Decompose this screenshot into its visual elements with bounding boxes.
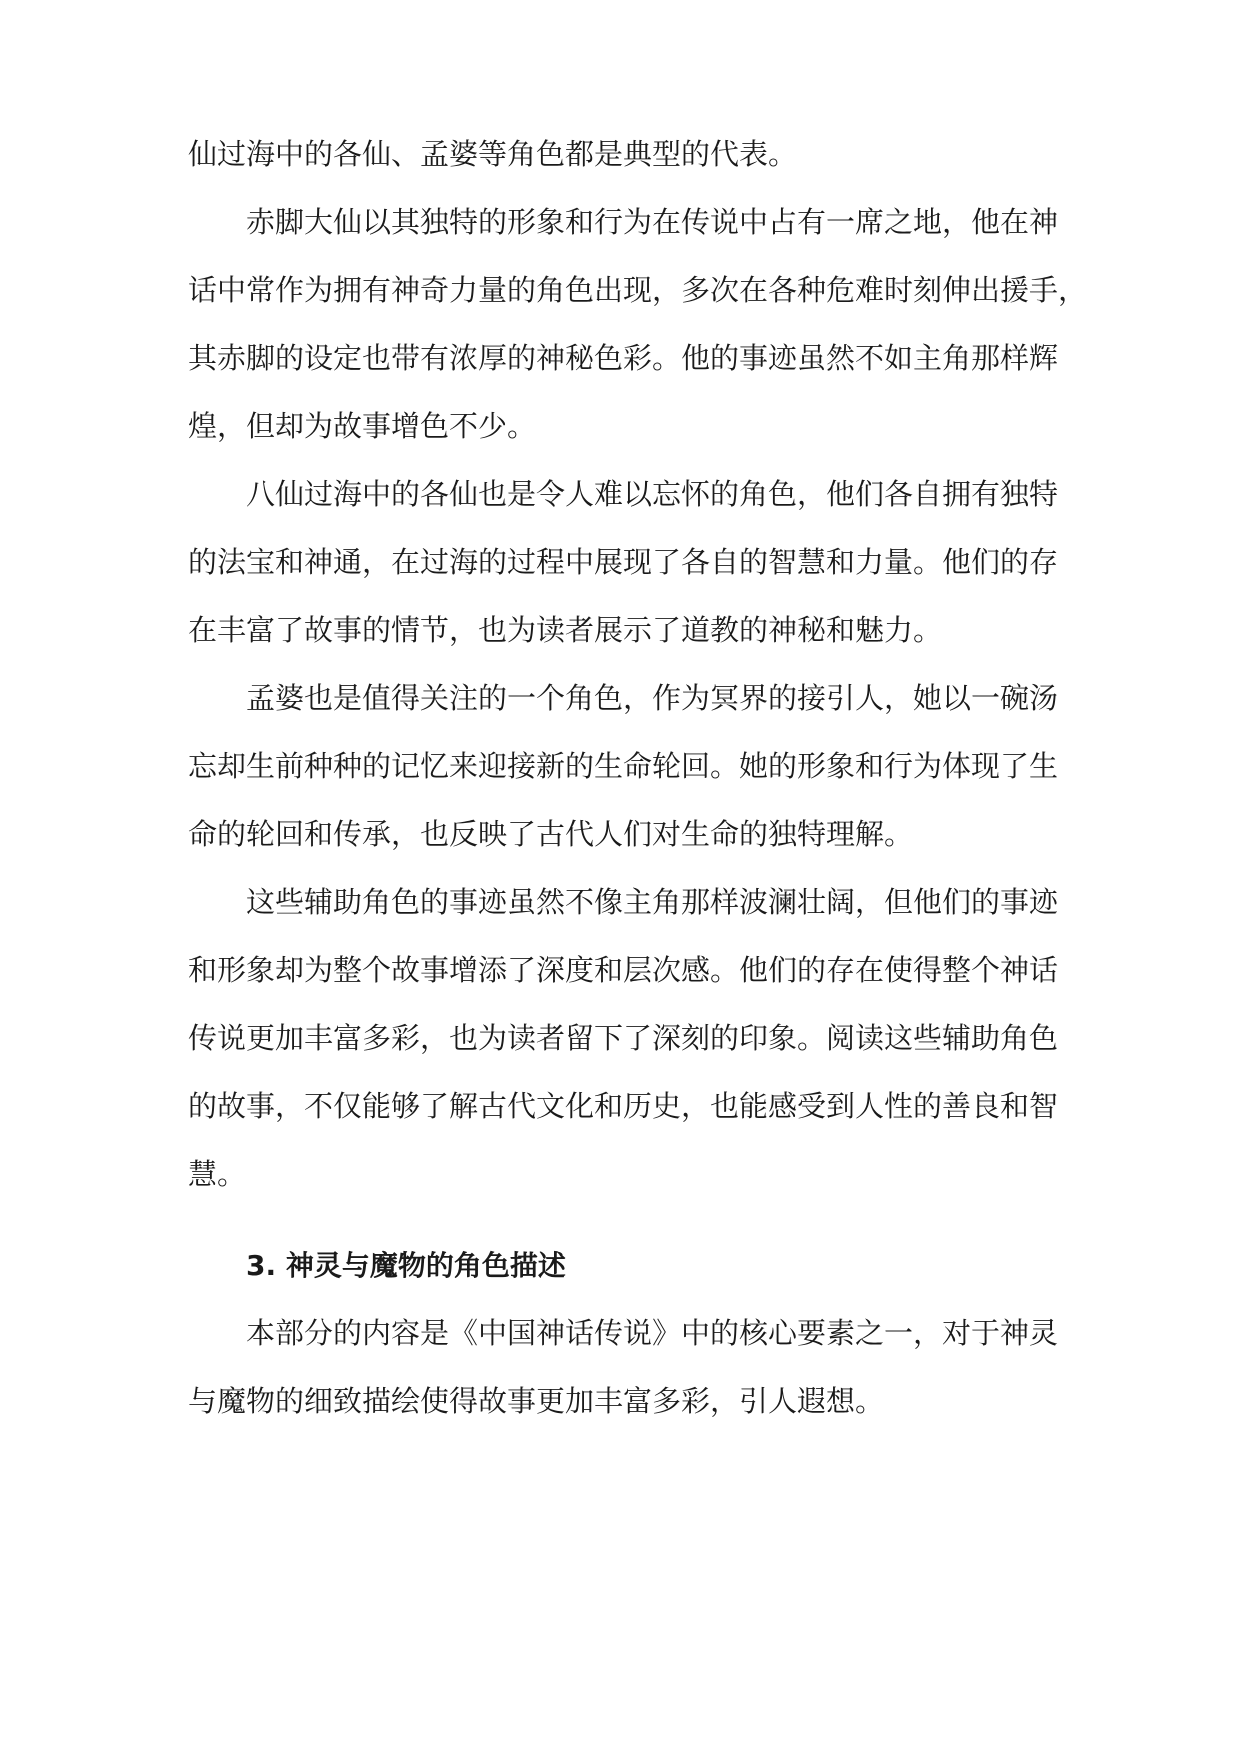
paragraph-line: 和形象却为整个故事增添了深度和层次感。他们的存在使得整个神话 xyxy=(188,953,1059,987)
paragraph-line: 在丰富了故事的情节，也为读者展示了道教的神秘和魅力。 xyxy=(188,613,943,647)
paragraph-line: 忘却生前种种的记忆来迎接新的生命轮回。她的形象和行为体现了生 xyxy=(188,749,1059,783)
paragraph-line: 命的轮回和传承，也反映了古代人们对生命的独特理解。 xyxy=(188,817,914,851)
paragraph-line: 传说更加丰富多彩，也为读者留下了深刻的印象。阅读这些辅助角色 xyxy=(188,1021,1059,1055)
paragraph-line: 其赤脚的设定也带有浓厚的神秘色彩。他的事迹虽然不如主角那样辉 xyxy=(188,341,1059,375)
paragraph-line: 话中常作为拥有神奇力量的角色出现，多次在各种危难时刻伸出援手， xyxy=(188,273,1088,307)
paragraph-line: 八仙过海中的各仙也是令人难以忘怀的角色，他们各自拥有独特 xyxy=(246,477,1059,511)
paragraph-line: 赤脚大仙以其独特的形象和行为在传说中占有一席之地，他在神 xyxy=(246,205,1059,239)
paragraph-line: 慧。 xyxy=(188,1157,247,1191)
paragraph-line: 煌，但却为故事增色不少。 xyxy=(188,409,537,443)
paragraph-line: 本部分的内容是《中国神话传说》中的核心要素之一，对于神灵 xyxy=(246,1316,1059,1350)
paragraph-line: 的故事，不仅能够了解古代文化和历史，也能感受到人性的善良和智 xyxy=(188,1089,1059,1123)
paragraph-line: 这些辅助角色的事迹虽然不像主角那样波澜壮阔，但他们的事迹 xyxy=(246,885,1059,919)
paragraph-line: 仙过海中的各仙、孟婆等角色都是典型的代表。 xyxy=(188,137,798,171)
paragraph-line: 孟婆也是值得关注的一个角色，作为冥界的接引人，她以一碗汤 xyxy=(246,681,1059,715)
section-heading: 3. 神灵与魔物的角色描述 xyxy=(246,1249,566,1282)
paragraph-line: 的法宝和神通，在过海的过程中展现了各自的智慧和力量。他们的存 xyxy=(188,545,1059,579)
paragraph-line: 与魔物的细致描绘使得故事更加丰富多彩，引人遐想。 xyxy=(188,1384,885,1418)
